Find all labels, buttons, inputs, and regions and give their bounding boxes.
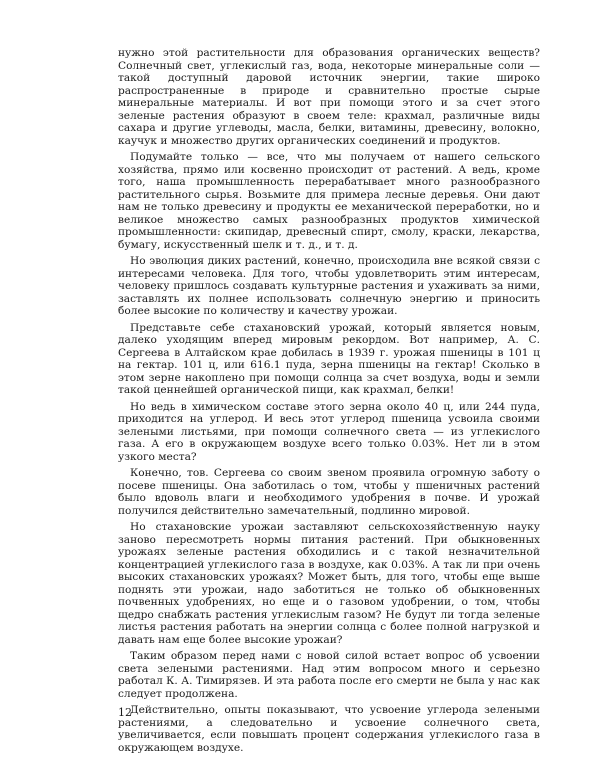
page-number: 12 — [118, 706, 132, 719]
paragraph-1: нужно этой растительности для образования органических веществ? Солнечный свет, углекислый газ, вода, некоторые минеральные соли — такой доступный даровой источник энергии, такие широко распространенные в природе и сравнительно простые сырые минеральные материалы. И вот при помощи этого и за счет этого зеленые растения образуют в своем теле: крахмал, различные виды сахара и другие углеводы, масла, белки, витамины, древесину, волокно, каучук и множество других органических соединений и продуктов. — [118, 47, 540, 147]
paragraph-5: Но ведь в химическом составе этого зерна около 40 ц, или 244 пуда, приходится на углерод. И весь этот углерод пшеница усвоила своими зелеными листьями, при помощи солнечного света — из углекислого газа. А его в окружающем воздухе всего только 0.03%. Нет ли в этом узкого места? — [118, 400, 540, 463]
paragraph-4: Представьте себе стахановский урожай, который является новым, далеко уходящим вперед мировым рекордом. Вот например, А. С. Сергеева в Алтайском крае добилась в 1939 г. урожая пшеницы в 101 ц на гектар. 101 ц, или 616.1 пуда, зерна пшеницы на гектар! Сколько в этом зерне накоплено при помощи солнца за счет воздуха, воды и земли такой ценнейшей органической пищи, как крахмал, белки! — [118, 321, 540, 396]
paragraph-2: Подумайте только — все, что мы получаем от нашего сельского хозяйства, прямо или косвенно происходит от растений. А ведь, кроме того, наша промышленность перерабатывает много разнообразного растительного сырья. Возьмите для примера лесные деревья. Они дают нам не только древесину и продукты ее механической переработки, но и великое множество самых разнообразных продуктов химической промышленности: скипидар, древесный спирт, смолу, краски, лекарства, бумагу, искусственный шелк и т. д., и т. д. — [118, 151, 540, 251]
paragraph-6: Конечно, тов. Сергеева со своим звеном проявила огромную заботу о посеве пшеницы. Она заботилась о том, чтобы у пшеничных растений было вдоволь влаги и необходимого удобрения в почве. И урожай получился действительно замечательный, подлинно мировой. — [118, 467, 540, 517]
paragraph-3: Но эволюция диких растений, конечно, происходила вне всякой связи с интересами человека. Для того, чтобы удовлетворить этим интересам, человеку пришлось создавать культурные растения и ухаживать за ними, заставлять их полнее использовать солнечную энергию и приносить более высокие по количеству и качеству урожаи. — [118, 255, 540, 317]
paragraph-7: Но стахановские урожаи заставляют сельскохозяйственную науку заново пересмотреть нормы питания растений. При обыкновенных урожаях зеленые растения обходились и с такой незначительной концентрацией углекислого газа в воздухе, как 0.03%. А так ли при очень высоких стахановских урожаях? Может быть, для того, чтобы еще выше поднять эти урожаи, надо заботиться не только об обыкновенных почвенных удобрениях, но еще и о газовом удобрении, о том, чтобы щедро снабжать растения углекислым газом? Не будут ли тогда зеленые листья растения работать на энергии солнца с более полной нагрузкой и давать нам еще более высокие урожаи? — [118, 521, 540, 646]
paragraph-9: Действительно, опыты показывают, что усвоение углерода зелеными растениями, а следовательно и усвоение солнечного света, увеличивается, если повышать процент содержания углекислого газа в окружающем воздухе. — [118, 704, 540, 754]
paragraph-8: Таким образом перед нами с новой силой встает вопрос об усвоении света зелеными растениями. Над этим вопросом много и серьезно работал К. А. Тимирязев. И эта работа после его смерти не была у нас как следует продолжена. — [118, 650, 540, 700]
body-text — [118, 47, 540, 758]
